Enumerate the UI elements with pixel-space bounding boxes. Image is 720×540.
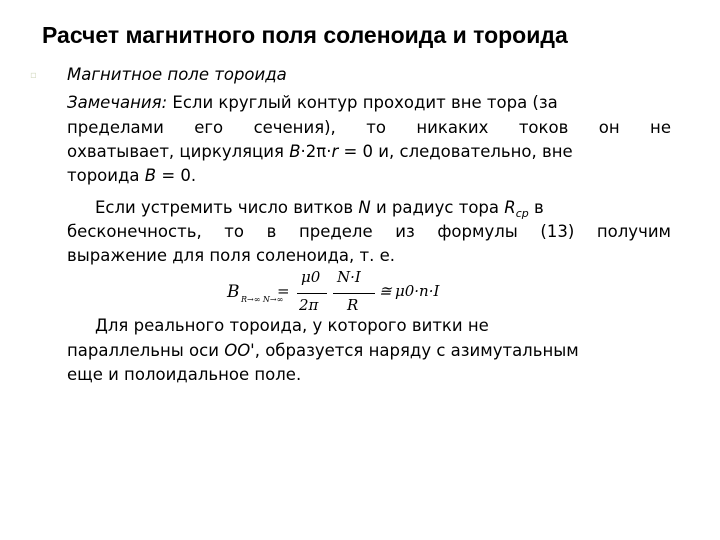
formula-mu0: μ0 — [301, 268, 321, 286]
remarks-text-4a: тороида — [67, 166, 145, 185]
var-r-cp: R — [504, 198, 516, 217]
remarks-text-3c: = 0 и, следовательно, вне — [338, 142, 573, 161]
axis-oo: OO' — [224, 341, 255, 360]
limit-line-3: выражение для поля соленоида, т. е. — [67, 246, 395, 265]
remarks-text-3a: охватывает, циркуляция — [67, 142, 290, 161]
limit-text-1a: Если устремить число витков — [95, 198, 359, 217]
subscript-cp: ср — [515, 207, 529, 220]
formula-approx: ≅ — [379, 282, 392, 300]
var-b-2: B — [144, 166, 157, 185]
real-toroid-line-3: еще и полоидальное поле. — [67, 365, 302, 384]
remarks-text-4b: = 0. — [156, 166, 197, 185]
remarks-text-3b: ·2π· — [300, 142, 332, 161]
real-toroid-text-2b: , образуется наряду с азимутальным — [254, 341, 579, 360]
limit-line-2: бесконечность, то в пределе из формулы (13) получим — [67, 222, 671, 241]
remarks-text-1: Если круглый контур проходит вне тора (за — [167, 93, 558, 112]
remarks-line-3 — [67, 140, 671, 164]
formula-limit-subscript: R→∞ N→∞ — [241, 295, 284, 304]
fraction-bar-1 — [297, 293, 327, 294]
bullet-marker: ▫ — [30, 70, 37, 81]
remarks-line-2: пределами его сечения), то никаких токов он не — [67, 118, 671, 137]
formula-b: B — [227, 282, 240, 302]
real-toroid-line-2 — [67, 339, 671, 363]
formula-rhs: μ0·n·I — [395, 282, 440, 300]
limit-text-1b: и радиус тора — [370, 198, 505, 217]
remarks-label: Замечания: — [67, 93, 168, 112]
limit-text-1c: в — [528, 198, 544, 217]
formula-solenoid-limit — [227, 268, 467, 320]
var-r: r — [331, 142, 339, 161]
formula-equals: = — [277, 282, 290, 300]
var-n: N — [358, 198, 371, 217]
formula-2pi: 2π — [299, 296, 319, 314]
real-toroid-line-1: Для реального тороида, у которого витки не — [95, 316, 489, 335]
formula-ni: N·I — [337, 268, 361, 286]
remarks-line-4 — [67, 164, 671, 188]
real-toroid-text-2a: параллельны оси — [67, 341, 225, 360]
remarks-line-1 — [67, 91, 671, 115]
formula-r: R — [347, 296, 359, 314]
fraction-bar-2 — [333, 293, 375, 294]
slide-title: Расчет магнитного поля соленоида и тороида — [42, 22, 568, 48]
var-b: B — [289, 142, 301, 161]
heading-toroid-field: Магнитное поле тороида — [67, 65, 287, 84]
